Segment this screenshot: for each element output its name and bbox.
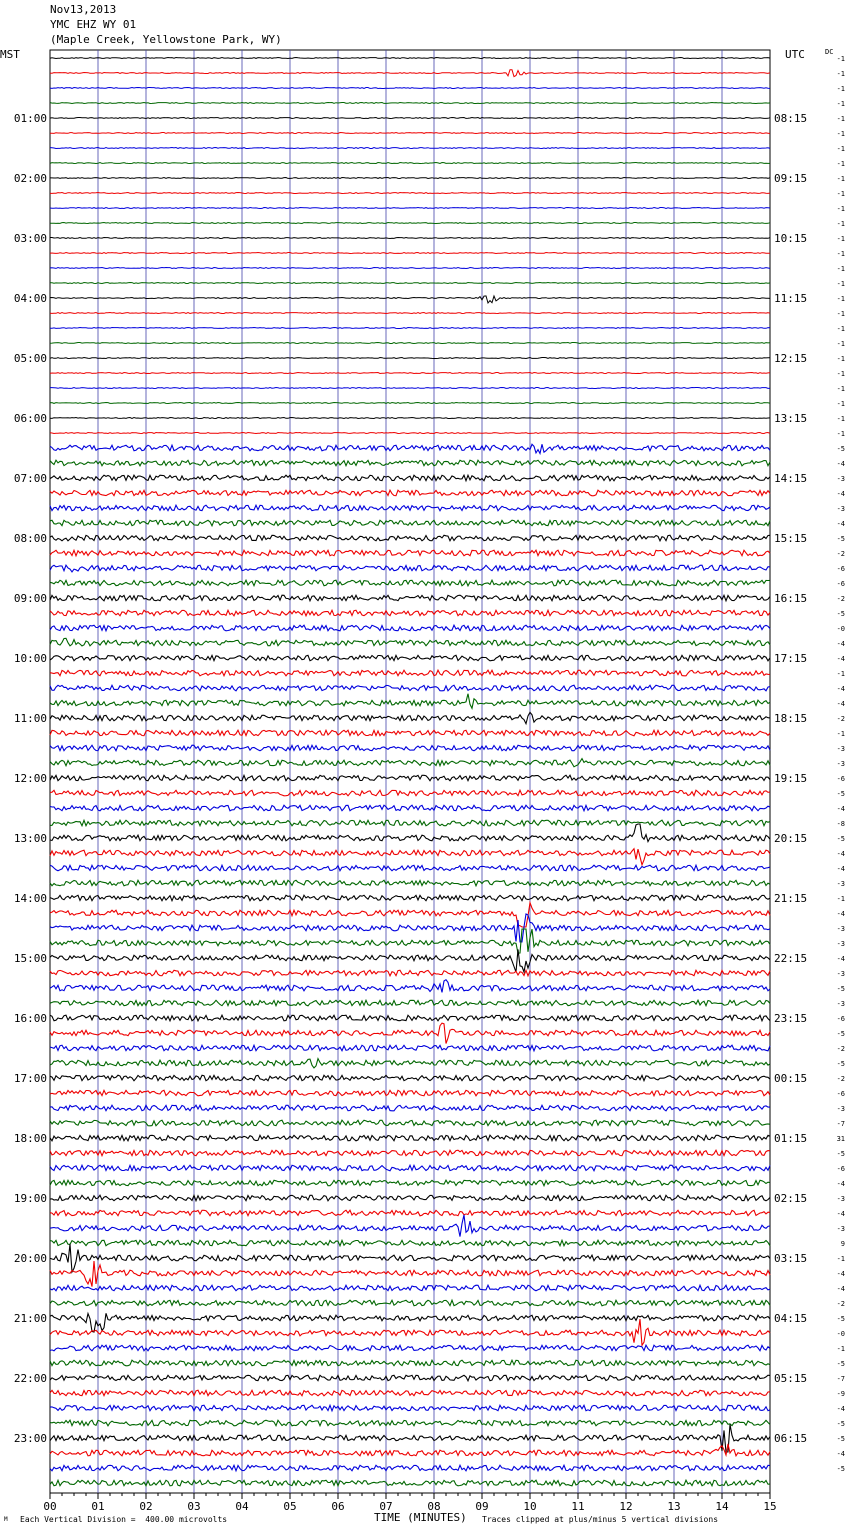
- right-timezone-label: UTC: [785, 48, 805, 61]
- trace-line: [50, 1480, 770, 1486]
- trace-line: [50, 805, 770, 811]
- trace-line: [50, 790, 770, 796]
- trace-line: [50, 1059, 770, 1068]
- trace-line: [50, 1360, 770, 1366]
- footer-corner-mark: M: [4, 1516, 8, 1523]
- dc-offset-label: -1: [836, 415, 845, 423]
- right-time-label: 08:15: [774, 112, 808, 125]
- trace-line: [50, 775, 770, 781]
- dc-offset-label: -1: [836, 175, 845, 183]
- dc-offset-label: -2: [836, 1045, 845, 1053]
- trace-line: [50, 694, 770, 709]
- dc-offset-label: -2: [836, 1075, 845, 1083]
- trace-line: [50, 1090, 770, 1096]
- dc-offset-label: 31: [836, 1135, 845, 1143]
- trace-line: [50, 1244, 770, 1272]
- dc-offset-label: -2: [836, 595, 845, 603]
- trace-line: [50, 1261, 770, 1287]
- dc-offset-label: -1: [836, 1345, 845, 1353]
- dc-offset-label: -1: [836, 325, 845, 333]
- left-time-label: 02:00: [13, 172, 47, 185]
- dc-offset-label: -1: [836, 265, 845, 273]
- right-time-label: 02:15: [774, 1192, 808, 1205]
- dc-offset-label: -1: [836, 190, 845, 198]
- dc-column-label: DC: [825, 48, 834, 56]
- trace-line: [50, 970, 770, 976]
- trace-line: [50, 1465, 770, 1471]
- dc-offset-label: -9: [836, 1390, 845, 1398]
- dc-offset-label: -5: [836, 835, 845, 843]
- trace-line: [50, 1180, 770, 1186]
- x-tick-label: 09: [475, 1500, 489, 1513]
- left-time-label: 14:00: [13, 892, 47, 905]
- x-tick-label: 02: [139, 1500, 153, 1513]
- trace-line: [50, 759, 770, 767]
- trace-line: [50, 58, 770, 59]
- header-station: YMC EHZ WY 01: [50, 18, 137, 31]
- trace-line: [50, 1215, 770, 1237]
- trace-line: [50, 313, 770, 314]
- trace-line: [50, 358, 770, 359]
- right-time-label: 01:15: [774, 1132, 808, 1145]
- trace-line: [50, 238, 770, 239]
- trace-line: [50, 880, 770, 886]
- trace-line: [50, 253, 770, 254]
- trace-line: [50, 118, 770, 119]
- left-time-label: 16:00: [13, 1012, 47, 1025]
- footer-vertical-division: Each Vertical Division = 400.00 microvolts: [20, 1515, 228, 1524]
- left-time-label: 10:00: [13, 652, 47, 665]
- trace-line: [50, 914, 770, 942]
- left-time-label: 05:00: [13, 352, 47, 365]
- trace-line: [50, 949, 770, 972]
- trace-line: [50, 895, 770, 901]
- dc-offset-label: -5: [836, 985, 845, 993]
- left-timezone-label: MST: [0, 48, 20, 61]
- left-time-label: 20:00: [13, 1252, 47, 1265]
- dc-offset-label: 9: [840, 1240, 845, 1248]
- dc-offset-label: -1: [836, 160, 845, 168]
- dc-offset-label: -4: [836, 490, 845, 498]
- trace-line: [50, 403, 770, 404]
- right-time-label: 12:15: [774, 352, 808, 365]
- dc-offset-label: -1: [836, 205, 845, 213]
- trace-line: [50, 268, 770, 269]
- trace-line: [50, 193, 770, 194]
- dc-offset-label: -3: [836, 925, 845, 933]
- dc-offset-label: -1: [836, 895, 845, 903]
- dc-offset-label: -6: [836, 565, 845, 573]
- right-time-label: 14:15: [774, 472, 808, 485]
- dc-offset-label: -4: [836, 865, 845, 873]
- trace-line: [50, 638, 770, 646]
- dc-offset-label: -1: [836, 70, 845, 78]
- trace-line: [50, 163, 770, 164]
- right-time-label: 17:15: [774, 652, 808, 665]
- header-date: Nov13,2013: [50, 3, 117, 16]
- dc-offset-label: -3: [836, 970, 845, 978]
- dc-offset-label: -3: [836, 1000, 845, 1008]
- right-time-label: 15:15: [774, 532, 808, 545]
- dc-offset-label: -4: [836, 700, 845, 708]
- x-tick-label: 06: [331, 1500, 345, 1513]
- trace-line: [50, 1425, 770, 1453]
- dc-offset-label: -1: [836, 295, 845, 303]
- trace-line: [50, 475, 770, 481]
- trace-line: [50, 1120, 770, 1126]
- trace-line: [50, 328, 770, 329]
- dc-offset-label: -1: [836, 400, 845, 408]
- left-time-label: 01:00: [13, 112, 47, 125]
- right-time-label: 04:15: [774, 1312, 808, 1325]
- dc-offset-label: -6: [836, 580, 845, 588]
- trace-line: [50, 1210, 770, 1216]
- trace-line: [50, 1405, 770, 1411]
- trace-line: [50, 433, 770, 434]
- dc-offset-label: -3: [836, 880, 845, 888]
- right-time-label: 20:15: [774, 832, 808, 845]
- dc-offset-label: -3: [836, 1105, 845, 1113]
- dc-offset-label: -5: [836, 610, 845, 618]
- trace-line: [50, 223, 770, 224]
- x-tick-label: 01: [91, 1500, 105, 1513]
- trace-line: [50, 283, 770, 284]
- dc-offset-label: -1: [836, 370, 845, 378]
- trace-line: [50, 1135, 770, 1141]
- dc-offset-label: -5: [836, 790, 845, 798]
- trace-line: [50, 550, 770, 556]
- dc-offset-label: -4: [836, 1180, 845, 1188]
- dc-offset-label: -1: [836, 385, 845, 393]
- right-time-label: 23:15: [774, 1012, 808, 1025]
- dc-offset-label: -5: [836, 1315, 845, 1323]
- dc-offset-label: -5: [836, 1060, 845, 1068]
- trace-line: [50, 1023, 770, 1043]
- dc-offset-label: -3: [836, 1225, 845, 1233]
- right-time-label: 22:15: [774, 952, 808, 965]
- right-time-label: 13:15: [774, 412, 808, 425]
- left-time-label: 17:00: [13, 1072, 47, 1085]
- trace-line: [50, 490, 770, 496]
- dc-offset-label: -4: [836, 640, 845, 648]
- dc-offset-label: -5: [836, 1465, 845, 1473]
- dc-offset-label: -4: [836, 910, 845, 918]
- left-time-label: 23:00: [13, 1432, 47, 1445]
- trace-line: [50, 595, 770, 601]
- left-time-label: 09:00: [13, 592, 47, 605]
- trace-line: [50, 865, 770, 871]
- dc-offset-label: -4: [836, 460, 845, 468]
- dc-offset-label: -5: [836, 535, 845, 543]
- trace-line: [50, 1075, 770, 1081]
- trace-line: [50, 418, 770, 419]
- right-time-label: 19:15: [774, 772, 808, 785]
- trace-line: [50, 1195, 770, 1201]
- trace-line: [50, 535, 770, 541]
- dc-offset-label: -3: [836, 505, 845, 513]
- x-tick-label: 12: [619, 1500, 633, 1513]
- dc-offset-label: -5: [836, 1420, 845, 1428]
- left-time-label: 07:00: [13, 472, 47, 485]
- dc-offset-label: -5: [836, 1360, 845, 1368]
- trace-line: [50, 70, 770, 77]
- dc-offset-label: -4: [836, 520, 845, 528]
- dc-offset-label: -7: [836, 1375, 845, 1383]
- dc-offset-label: -1: [836, 85, 845, 93]
- x-tick-label: 04: [235, 1500, 249, 1513]
- trace-line: [50, 103, 770, 104]
- trace-line: [50, 1390, 770, 1396]
- trace-line: [50, 208, 770, 209]
- trace-line: [50, 1015, 770, 1021]
- trace-line: [50, 824, 770, 842]
- dc-offset-label: -5: [836, 1030, 845, 1038]
- trace-line: [50, 343, 770, 344]
- trace-line: [50, 580, 770, 586]
- dc-offset-label: -2: [836, 550, 845, 558]
- dc-offset-label: -4: [836, 805, 845, 813]
- x-tick-label: 15: [763, 1500, 777, 1513]
- dc-offset-label: -1: [836, 220, 845, 228]
- dc-offset-label: -6: [836, 1165, 845, 1173]
- dc-offset-label: -1: [836, 235, 845, 243]
- trace-line: [50, 745, 770, 751]
- right-time-label: 10:15: [774, 232, 808, 245]
- x-axis-title: TIME (MINUTES): [374, 1511, 467, 1524]
- dc-offset-label: -7: [836, 1120, 845, 1128]
- trace-line: [50, 1345, 770, 1351]
- dc-offset-label: -6: [836, 1015, 845, 1023]
- left-time-label: 11:00: [13, 712, 47, 725]
- dc-offset-label: -0: [836, 625, 845, 633]
- dc-offset-label: -3: [836, 760, 845, 768]
- dc-offset-label: -4: [836, 1210, 845, 1218]
- trace-line: [50, 980, 770, 993]
- dc-offset-label: -4: [836, 1405, 845, 1413]
- trace-line: [50, 296, 770, 303]
- left-time-label: 13:00: [13, 832, 47, 845]
- x-tick-label: 11: [571, 1500, 585, 1513]
- x-tick-label: 05: [283, 1500, 297, 1513]
- right-time-label: 00:15: [774, 1072, 808, 1085]
- dc-offset-label: -4: [836, 1450, 845, 1458]
- trace-line: [50, 625, 770, 631]
- dc-offset-label: -1: [836, 430, 845, 438]
- trace-line: [50, 730, 770, 736]
- trace-line: [50, 670, 770, 676]
- dc-offset-label: -3: [836, 745, 845, 753]
- x-tick-label: 10: [523, 1500, 537, 1513]
- left-time-label: 06:00: [13, 412, 47, 425]
- right-time-label: 16:15: [774, 592, 808, 605]
- trace-line: [50, 1240, 770, 1246]
- left-time-label: 04:00: [13, 292, 47, 305]
- footer-clip-note: Traces clipped at plus/minus 5 vertical divisions: [482, 1515, 719, 1524]
- dc-offset-label: -1: [836, 100, 845, 108]
- trace-line: [50, 712, 770, 723]
- left-time-label: 19:00: [13, 1192, 47, 1205]
- dc-offset-label: -4: [836, 1270, 845, 1278]
- dc-offset-label: -1: [836, 145, 845, 153]
- dc-offset-label: -1: [836, 250, 845, 258]
- dc-offset-label: -2: [836, 1300, 845, 1308]
- dc-offset-label: -5: [836, 1150, 845, 1158]
- x-tick-label: 13: [667, 1500, 681, 1513]
- right-time-label: 09:15: [774, 172, 808, 185]
- trace-line: [50, 565, 770, 572]
- dc-offset-label: -6: [836, 1090, 845, 1098]
- trace-line: [50, 685, 770, 691]
- trace-line: [50, 133, 770, 134]
- x-tick-label: 14: [715, 1500, 729, 1513]
- trace-line: [50, 820, 770, 826]
- x-tick-label: 03: [187, 1500, 201, 1513]
- trace-line: [50, 1045, 770, 1051]
- dc-offset-label: -4: [836, 850, 845, 858]
- right-time-label: 03:15: [774, 1252, 808, 1265]
- dc-offset-label: -1: [836, 130, 845, 138]
- right-time-label: 21:15: [774, 892, 808, 905]
- dc-offset-label: -1: [836, 670, 845, 678]
- left-time-label: 18:00: [13, 1132, 47, 1145]
- dc-offset-label: -3: [836, 475, 845, 483]
- trace-line: [50, 1165, 770, 1171]
- dc-offset-label: -8: [836, 820, 845, 828]
- trace-line: [50, 148, 770, 149]
- trace-line: [50, 849, 770, 865]
- trace-line: [50, 1375, 770, 1381]
- left-time-label: 08:00: [13, 532, 47, 545]
- dc-offset-label: -5: [836, 1435, 845, 1443]
- trace-line: [50, 373, 770, 374]
- dc-offset-label: -5: [836, 445, 845, 453]
- left-time-label: 03:00: [13, 232, 47, 245]
- trace-line: [50, 1444, 770, 1456]
- dc-offset-label: -1: [836, 310, 845, 318]
- dc-offset-label: -1: [836, 730, 845, 738]
- dc-offset-label: -0: [836, 1330, 845, 1338]
- dc-offset-label: -4: [836, 685, 845, 693]
- trace-line: [50, 1285, 770, 1291]
- dc-offset-label: -3: [836, 1195, 845, 1203]
- right-time-label: 11:15: [774, 292, 808, 305]
- trace-line: [50, 1150, 770, 1156]
- trace-line: [50, 460, 770, 466]
- dc-offset-label: -1: [836, 1255, 845, 1263]
- right-time-label: 18:15: [774, 712, 808, 725]
- left-time-label: 21:00: [13, 1312, 47, 1325]
- dc-offset-label: -1: [836, 55, 845, 63]
- x-tick-label: 00: [43, 1500, 57, 1513]
- trace-line: [50, 520, 770, 526]
- trace-line: [50, 1105, 770, 1111]
- dc-offset-label: -1: [836, 355, 845, 363]
- trace-line: [50, 655, 770, 661]
- trace-line: [50, 88, 770, 89]
- trace-line: [50, 1319, 770, 1345]
- right-time-label: 06:15: [774, 1432, 808, 1445]
- trace-line: [50, 1300, 770, 1306]
- dc-offset-label: -4: [836, 1285, 845, 1293]
- dc-offset-label: -1: [836, 280, 845, 288]
- dc-offset-label: -3: [836, 940, 845, 948]
- x-tick-label: 08: [427, 1500, 441, 1513]
- dc-offset-label: -2: [836, 715, 845, 723]
- trace-line: [50, 903, 770, 927]
- trace-line: [50, 1420, 770, 1426]
- left-time-label: 22:00: [13, 1372, 47, 1385]
- trace-line: [50, 444, 770, 453]
- trace-line: [50, 929, 770, 953]
- trace-line: [50, 178, 770, 179]
- header-location: (Maple Creek, Yellowstone Park, WY): [50, 33, 282, 46]
- trace-line: [50, 1000, 770, 1006]
- right-time-label: 05:15: [774, 1372, 808, 1385]
- dc-offset-label: -6: [836, 775, 845, 783]
- trace-line: [50, 388, 770, 389]
- left-time-label: 15:00: [13, 952, 47, 965]
- trace-line: [50, 1313, 770, 1332]
- trace-line: [50, 610, 770, 616]
- left-time-label: 12:00: [13, 772, 47, 785]
- dc-offset-label: -1: [836, 115, 845, 123]
- dc-offset-label: -1: [836, 340, 845, 348]
- dc-offset-label: -4: [836, 655, 845, 663]
- x-tick-label: 07: [379, 1500, 393, 1513]
- trace-line: [50, 505, 770, 511]
- dc-offset-label: -4: [836, 955, 845, 963]
